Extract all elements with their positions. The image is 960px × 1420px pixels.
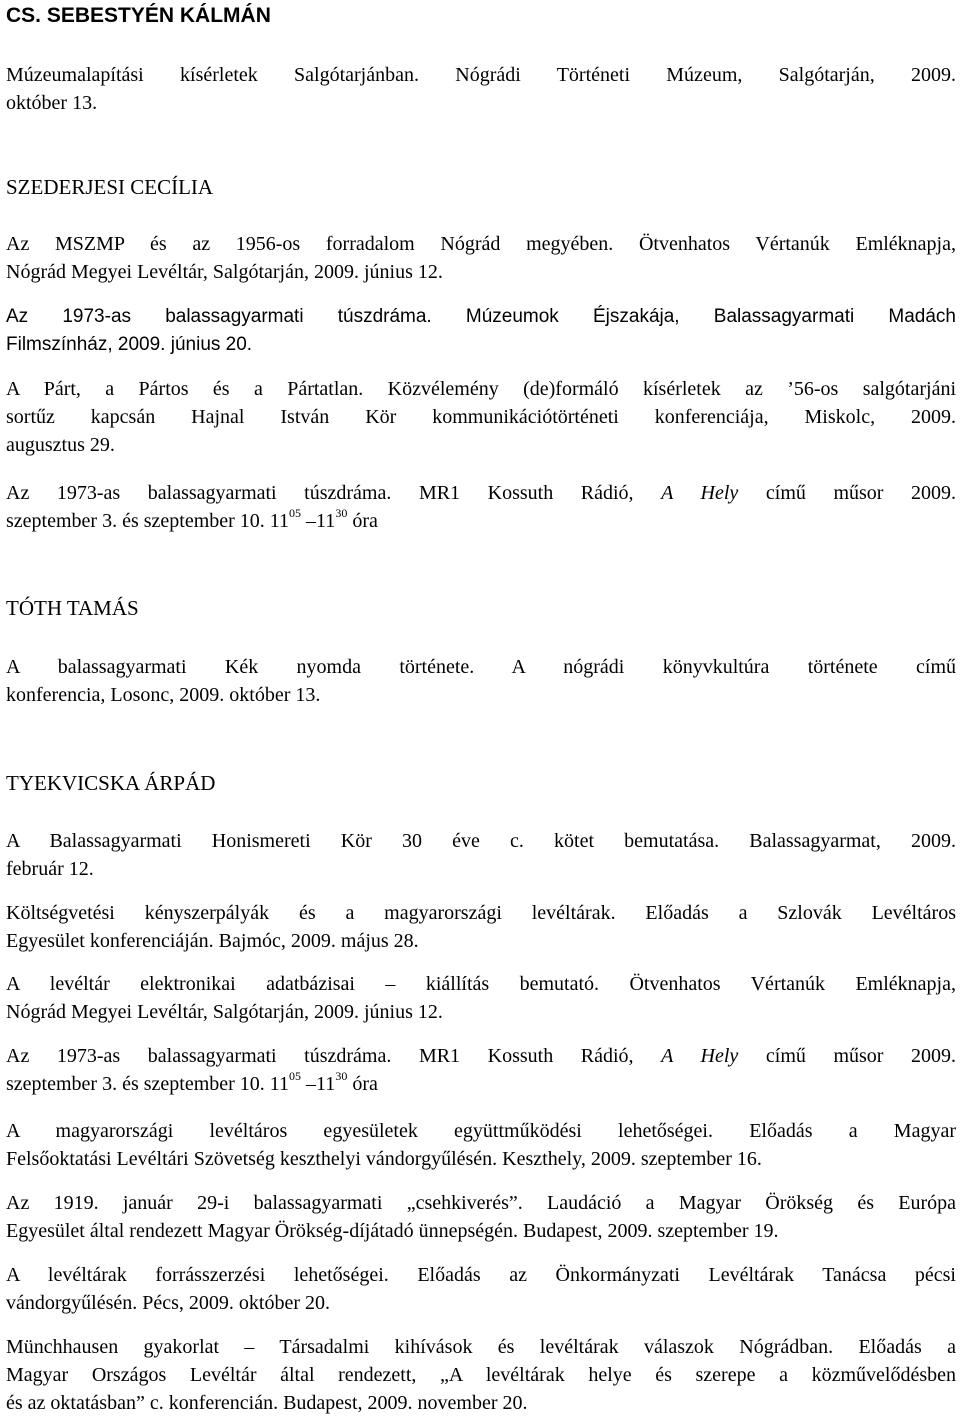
entry-line: Egyesület által rendezett Magyar Örökség-díjátadó ünnepségén. Budapest, 2009. szeptember 19. (6, 1220, 779, 1242)
entry-line: sortűz kapcsán Hajnal István Kör kommunikációtörténeti konferenciája, Miskolc, 2009. (6, 406, 956, 428)
entry-line: Münchhausen gyakorlat – Társadalmi kihívások és levéltárak válaszok Nógrádban. Előadás a (6, 1336, 956, 1358)
entry-line: szeptember 3. és szeptember 10. $11^{05}$ $-11^{30}$ óra (6, 506, 378, 532)
toth-entry (6, 653, 956, 709)
tyekvicska-entry-7 (6, 1261, 956, 1317)
tyekvicska-entry-2 (6, 899, 956, 955)
tyekvicska-entry-3 (6, 970, 956, 1026)
entry-line: Az MSZMP és az 1956-os forradalom Nógrád megyében. Ötvenhatos Vértanúk Emléknapja, (6, 233, 956, 255)
entry-line: szeptember 3. és szeptember 10. $11^{05}$ $-11^{30}$ óra (6, 1069, 378, 1095)
entry-line: A levéltárak forrásszerzési lehetőségei. Előadás az Önkormányzati Levéltárak Tanácsa pécsi (6, 1264, 956, 1286)
entry-line: és az oktatásban” c. konferencián. Budapest, 2009. november 20. (6, 1392, 528, 1414)
author-heading: CS. SEBESTYÉN KÁLMÁN (6, 4, 271, 27)
entry-line: vándorgyűlésén. Pécs, 2009. október 20. (6, 1292, 331, 1314)
program-title: A Hely (661, 482, 739, 504)
author-name-szederjesi: SZEDERJESI CECÍLIA (6, 175, 214, 199)
tyekvicska-entry-4 (6, 1042, 956, 1098)
author-name-tyekvicska: TYEKVICSKA ÁRPÁD (6, 771, 216, 795)
entry-line: Felsőoktatási Levéltári Szövetség keszthelyi vándorgyűlésén. Keszthely, 2009. szeptember 16. (6, 1148, 762, 1170)
entry-line: Az 1973-as balassagyarmati túszdráma. Múzeumok Éjszakája, Balassagyarmati Madách (6, 306, 956, 327)
entry-line: február 12. (6, 858, 94, 880)
entry-line: Nógrád Megyei Levéltár, Salgótarján, 2009. június 12. (6, 261, 443, 283)
entry-line: A balassagyarmati Kék nyomda története. A nógrádi könyvkultúra története című (6, 656, 956, 678)
program-title: A Hely (661, 1045, 739, 1067)
entry-line: A magyarországi levéltáros egyesületek együttműködési lehetőségei. Előadás a Magyar (6, 1120, 956, 1142)
entry-line: Az 1973-as balassagyarmati túszdráma. MR1 Kossuth Rádió, A Hely című műsor 2009. (6, 1045, 957, 1067)
tyekvicska-entry-6 (6, 1189, 956, 1245)
tyekvicska-entry-5 (6, 1117, 956, 1173)
entry-line: Egyesület konferenciáján. Bajmóc, 2009. május 28. (6, 930, 419, 952)
entry-line: A Balassagyarmati Honismereti Kör 30 éve c. kötet bemutatása. Balassagyarmat, 2009. (6, 830, 956, 852)
entry-line: Magyar Országos Levéltár által rendezett, „A levéltárak helye és szerepe a közművelődésben (6, 1364, 956, 1386)
szederjesi-entry-2 (6, 303, 956, 359)
tyekvicska-entry-8 (6, 1333, 956, 1417)
entry-line: Az 1973-as balassagyarmati túszdráma. MR1 Kossuth Rádió, A Hely című műsor 2009. (6, 482, 957, 504)
entry-line: konferencia, Losonc, 2009. október 13. (6, 684, 321, 706)
entry-line: A Párt, a Pártos és a Pártatlan. Közvélemény (de)formáló kísérletek az ’56-os salgótarjáni (6, 378, 956, 400)
szederjesi-entry-1 (6, 230, 956, 286)
entry-line: augusztus 29. (6, 434, 115, 456)
entry-line: Nógrád Megyei Levéltár, Salgótarján, 2009. június 12. (6, 1001, 443, 1023)
szederjesi-entry-3 (6, 375, 956, 459)
szederjesi-entry-4 (6, 479, 956, 535)
entry-line: Az 1919. január 29-i balassagyarmati „csehkiverés”. Laudáció a Magyar Örökség és Európa (6, 1192, 956, 1214)
entry-line: október 13. (6, 92, 98, 114)
author-name-toth: TÓTH TAMÁS (6, 596, 139, 620)
tyekvicska-entry-1 (6, 827, 956, 883)
entry-line: Filmszínház, 2009. június 20. (6, 334, 253, 355)
sebestyen-entry (6, 61, 956, 117)
entry-line: Múzeumalapítási kísérletek Salgótarjánban. Nógrádi Történeti Múzeum, Salgótarján, 2009. (6, 64, 956, 86)
entry-line: Költségvetési kényszerpályák és a magyarországi levéltárak. Előadás a Szlovák Levéltáros (6, 902, 956, 924)
entry-line: A levéltár elektronikai adatbázisai – kiállítás bemutató. Ötvenhatos Vértanúk Emléknapja, (6, 973, 956, 995)
